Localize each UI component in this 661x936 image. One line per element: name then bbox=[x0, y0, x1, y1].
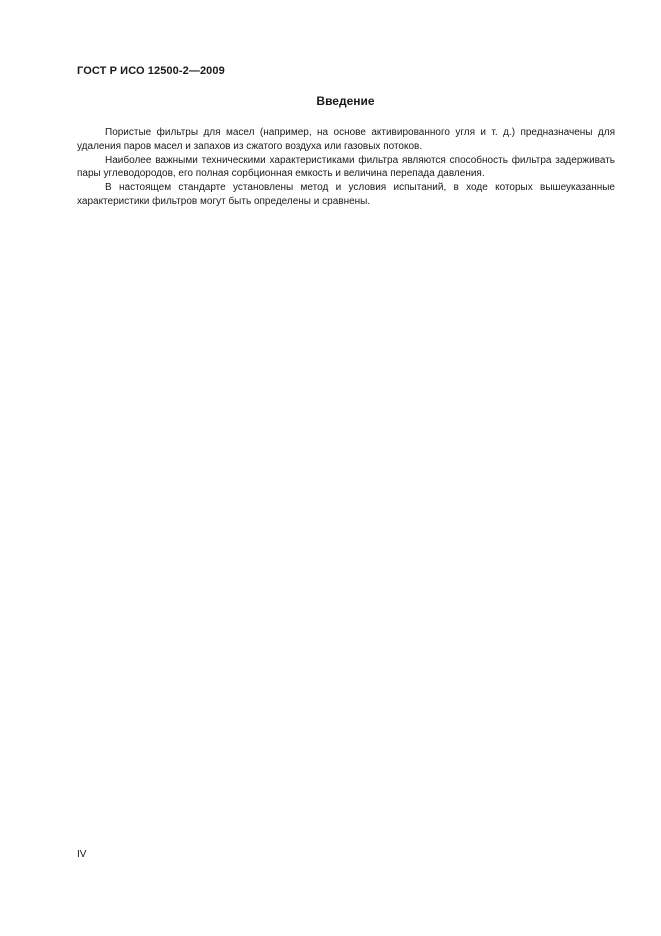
body-text bbox=[77, 126, 615, 209]
page-number: IV bbox=[77, 849, 87, 860]
paragraph-3: В настоящем стандарте установлены метод и условия испытаний, в ходе которых вышеуказанные характеристики фильтров могут быть определены и сравнены. bbox=[77, 182, 615, 207]
paragraph-1: Пористые фильтры для масел (например, на основе активированного угля и т. д.) предназначены для удаления паров масел и запахов из сжатого воздуха или газовых потоков. bbox=[77, 127, 615, 152]
paragraph-2: Наиболее важными техническими характеристиками фильтра являются способность фильтра задерживать пары углеводородов, его полная сорбционная емкость и величина перепада давления. bbox=[77, 154, 615, 180]
section-title: Введение bbox=[316, 94, 375, 108]
document-code-header: ГОСТ Р ИСО 12500-2—2009 bbox=[77, 65, 225, 77]
